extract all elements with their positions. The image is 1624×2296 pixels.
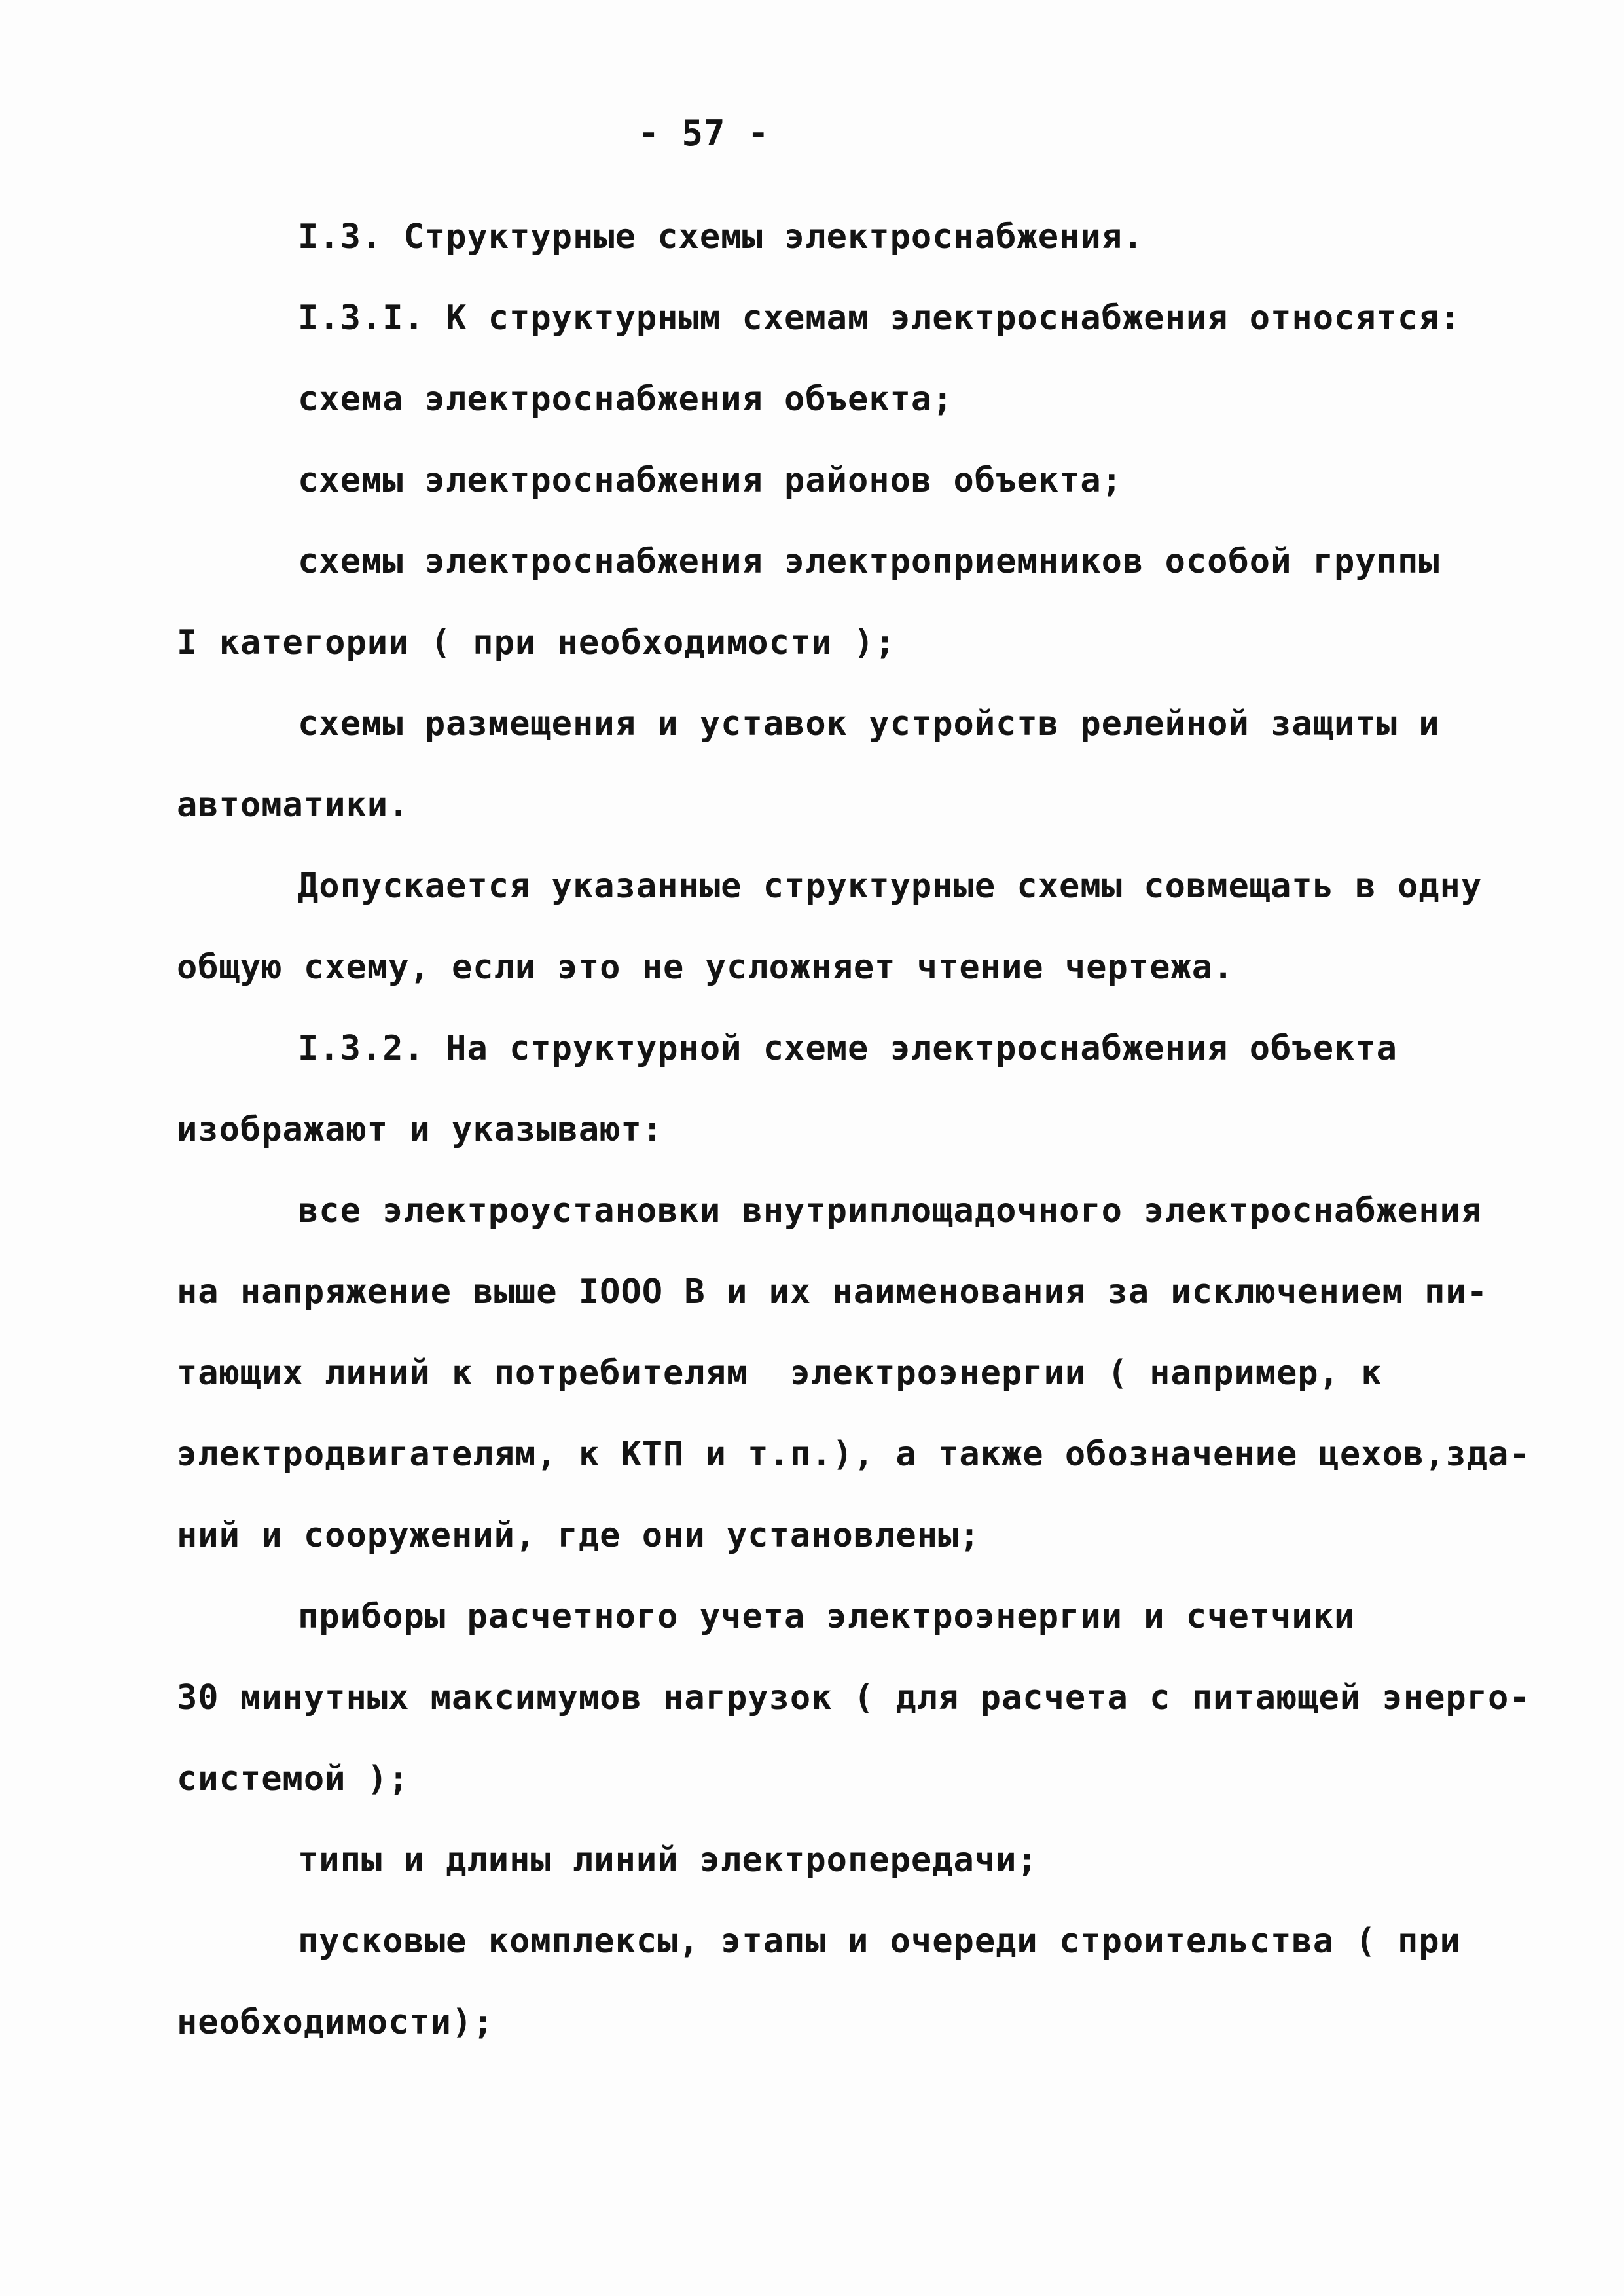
list-item-line: все электроустановки внутриплощадочного электроснабжения — [298, 1191, 1483, 1230]
paragraph-line: Допускается указанные структурные схемы совмещать в одну — [298, 867, 1483, 906]
list-item-line: схемы электроснабжения районов объекта; — [298, 461, 1123, 500]
list-item-line: схема электроснабжения объекта; — [298, 380, 954, 419]
list-item-line: типы и длины линий электропередачи; — [298, 1840, 1038, 1880]
list-item-line: ний и сооружений, где они установлены; — [177, 1516, 981, 1555]
list-item-line: на напряжение выше IOOO В и их наименования за исключением пи- — [177, 1272, 1489, 1312]
list-item-line: пусковые комплексы, этапы и очереди строительства ( при — [298, 1922, 1461, 1961]
list-item-line: автоматики. — [177, 785, 410, 825]
paragraph-line: общую схему, если это не усложняет чтение чертежа. — [177, 948, 1235, 987]
list-item-line: схемы размещения и уставок устройств релейной защиты и — [298, 704, 1440, 744]
list-item-line: системой ); — [177, 1759, 410, 1799]
list-item-line: приборы расчетного учета электроэнергии и счетчики — [298, 1597, 1356, 1636]
paragraph-line: изображают и указывают: — [177, 1110, 664, 1149]
list-item-line: электродвигателям, к КТП и т.п.), а также обозначение цехов,зда- — [177, 1435, 1530, 1474]
list-item-line: необходимости); — [177, 2003, 494, 2042]
list-item-line: 30 минутных максимумов нагрузок ( для расчета с питающей энерго- — [177, 1678, 1530, 1717]
list-item-line: тающих линий к потребителям электроэнергии ( например, к — [177, 1354, 1382, 1393]
list-item-line: I категории ( при необходимости ); — [177, 623, 896, 662]
paragraph-line: I.3.2. На структурной схеме электроснабжения объекта — [298, 1029, 1398, 1068]
list-item-line: схемы электроснабжения электроприемников особой группы — [298, 542, 1440, 581]
page-number: - 57 - — [638, 113, 770, 154]
paragraph-line: I.3.I. К структурным схемам электроснабжения относятся: — [298, 298, 1461, 338]
section-heading: I.3. Структурные схемы электроснабжения. — [298, 217, 1144, 257]
